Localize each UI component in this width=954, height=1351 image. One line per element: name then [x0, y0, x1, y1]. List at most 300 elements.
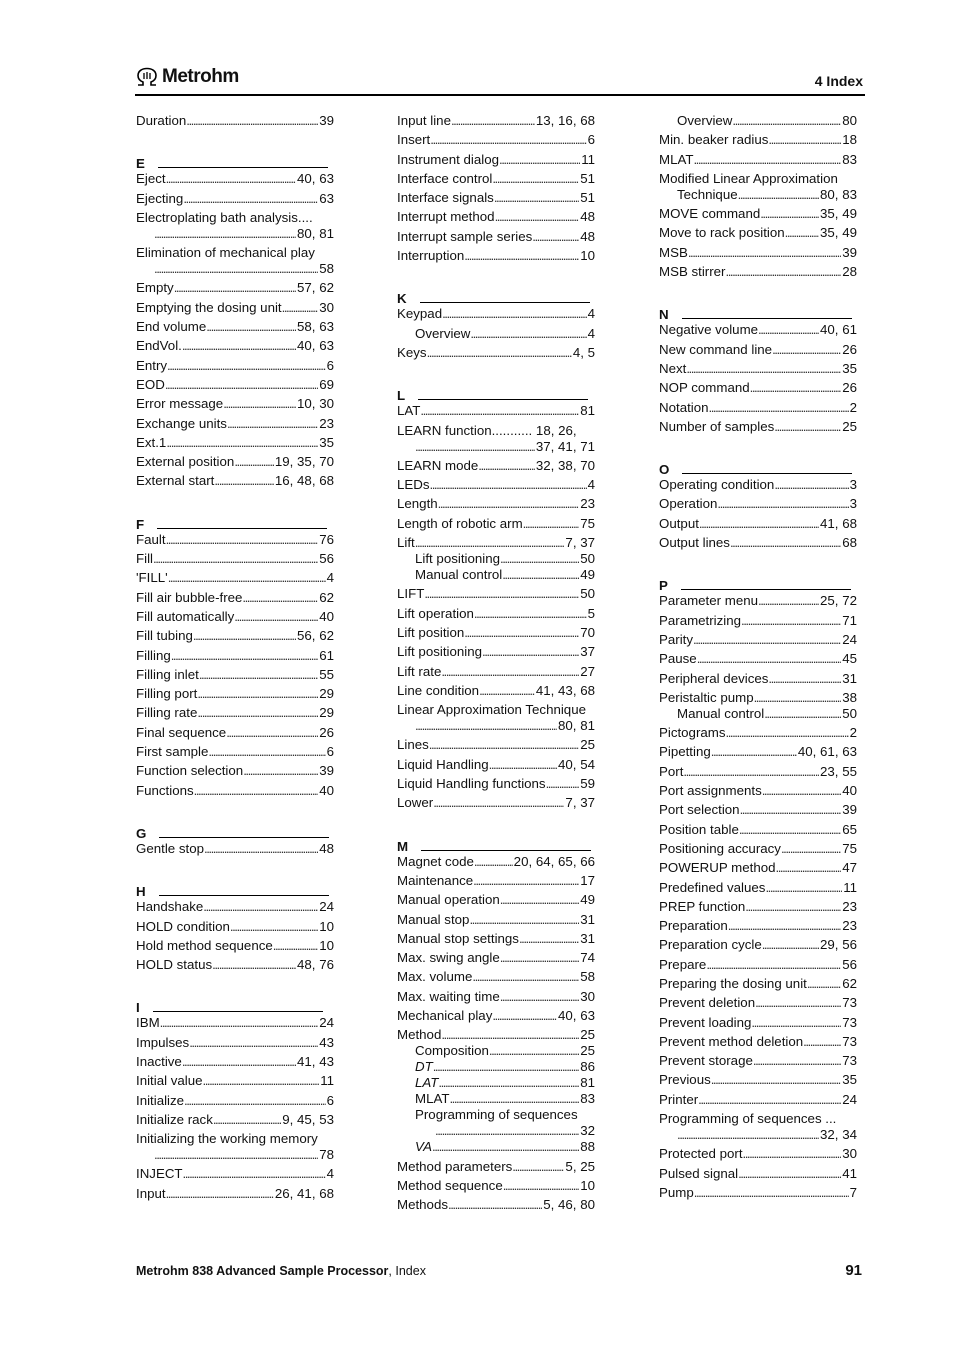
index-entry [659, 152, 857, 171]
leader-dots [717, 496, 848, 511]
index-subentry [397, 1043, 595, 1059]
page-refs: 5 [587, 605, 595, 621]
leader-dots [168, 570, 326, 585]
index-entry [136, 1015, 334, 1034]
page-refs: 10 [580, 248, 595, 264]
leader-dots [204, 841, 318, 856]
entry-label: Programming of sequences ... [659, 1111, 837, 1127]
entry-label: Pulsed signal [659, 1165, 739, 1181]
leader-dots [751, 1015, 841, 1030]
entry-label: EOD [136, 376, 165, 392]
leader-dots [740, 802, 842, 817]
page-refs: 65 [842, 821, 857, 837]
page-refs: 48 [319, 840, 334, 856]
page-refs: 39 [842, 802, 857, 818]
leader-dots [203, 1073, 320, 1088]
index-entry [659, 880, 857, 899]
entry-label: External position [136, 454, 235, 470]
entry-label: Filling inlet [136, 666, 199, 682]
leader-dots [438, 496, 580, 511]
entry-label: Output [659, 515, 699, 531]
index-entry [136, 319, 334, 338]
leader-dots [494, 190, 579, 205]
page-refs: 40, 54 [558, 756, 595, 772]
index-column-3 [659, 113, 857, 1204]
entry-label: Port selection [659, 802, 740, 818]
leader-dots [223, 396, 296, 411]
chapter-title: 4 Index [814, 73, 863, 89]
page-refs: 56, 62 [297, 628, 334, 644]
index-entry [659, 1034, 857, 1053]
entry-label: Prevent loading [659, 1014, 752, 1030]
leader-dots [243, 763, 318, 778]
entry-label: Initialize [136, 1092, 185, 1108]
leader-dots [234, 609, 318, 624]
entry-label: Input line [397, 113, 451, 128]
leader-dots [758, 593, 819, 608]
entry-label: Position table [659, 821, 739, 837]
entry-label: Lower [397, 795, 434, 811]
leader-dots [762, 783, 841, 798]
heading-rule [158, 167, 328, 168]
leader-dots [489, 1043, 579, 1058]
entry-label: Port assignments [659, 783, 762, 799]
leader-dots [182, 1054, 296, 1069]
leader-dots [208, 744, 325, 759]
leader-dots [186, 113, 318, 128]
page-refs: 26, 41, 68 [274, 1185, 334, 1201]
page-refs: 51 [580, 170, 595, 186]
page-refs: 10 [319, 937, 334, 953]
index-entry [136, 744, 334, 763]
index-entry [397, 931, 595, 950]
leader-dots [432, 1139, 579, 1154]
index-entry [659, 995, 857, 1014]
index-entry [397, 1008, 595, 1027]
page-refs: 73 [842, 1014, 857, 1030]
page-refs: 76 [319, 531, 334, 547]
leader-dots [242, 590, 318, 605]
index-entry [397, 950, 595, 969]
page-refs: 41 [842, 1165, 857, 1181]
index-entry [136, 938, 334, 957]
entry-label: Prevent method deletion [659, 1033, 804, 1049]
leader-dots [449, 1091, 579, 1106]
page-refs: 51 [580, 190, 595, 206]
page-refs: 10, 30 [297, 396, 334, 412]
index-entry [397, 737, 595, 756]
entry-label: Prevent deletion [659, 995, 756, 1011]
page-refs: 37, 41, 71 [535, 438, 595, 454]
page-refs: 62 [842, 975, 857, 991]
entry-label: Manual stop [397, 911, 470, 927]
page-refs: 50 [580, 586, 595, 602]
leader-dots [154, 226, 296, 242]
entry-label: Final sequence [136, 724, 227, 740]
entry-label: Ejecting [136, 190, 184, 206]
leader-dots [677, 1127, 819, 1143]
leader-dots [803, 1034, 841, 1049]
index-entry [659, 937, 857, 956]
entry-label: MSB [659, 244, 688, 260]
page-refs: 23 [319, 415, 334, 431]
entry-continuation [659, 187, 857, 206]
entry-label: Pipetting [659, 744, 711, 760]
heading-rule [681, 589, 851, 590]
leader-dots [182, 338, 296, 353]
leader-dots [197, 705, 318, 720]
index-entry [659, 477, 857, 496]
index-entry [136, 300, 334, 319]
index-entry [136, 957, 334, 976]
leader-dots [711, 1072, 841, 1087]
index-entry [397, 1197, 595, 1216]
page-refs: 57, 62 [297, 280, 334, 296]
page-refs: 48 [580, 209, 595, 225]
page-refs: 24 [319, 1015, 334, 1031]
index-letter-heading [397, 384, 595, 403]
page-refs: 35, 49 [820, 225, 857, 241]
index-subentry [397, 326, 595, 345]
index-entry [397, 989, 595, 1008]
page-refs: 7 [849, 1184, 857, 1200]
leader-dots [194, 783, 319, 798]
footer-section: , Index [388, 1264, 426, 1278]
index-entry [136, 667, 334, 686]
entry-label: Next [659, 360, 687, 376]
leader-dots [197, 686, 318, 701]
index-entry [397, 209, 595, 228]
leader-dots [755, 995, 841, 1010]
entry-label: Preparation cycle [659, 937, 762, 953]
leader-dots [693, 632, 841, 647]
index-entry [659, 690, 857, 706]
leader-dots [472, 969, 579, 984]
index-entry [136, 763, 334, 782]
index-entry [136, 590, 334, 609]
leader-dots [160, 1015, 319, 1030]
index-entry [136, 1073, 334, 1092]
page-refs: 31 [580, 930, 595, 946]
leader-dots [415, 535, 565, 550]
leader-dots [686, 361, 841, 376]
page-refs: 3 [849, 477, 857, 493]
leader-dots [213, 1112, 281, 1127]
page-refs: 24 [319, 899, 334, 915]
page-refs: 40, 61 [820, 322, 857, 338]
leader-dots [532, 229, 579, 244]
page-refs: 25, 72 [820, 593, 857, 609]
entry-label: Min. beaker radius [659, 132, 769, 148]
entry-label: Interrupt method [397, 209, 495, 225]
entry-label: Length of robotic arm [397, 515, 523, 531]
page-refs: 29 [319, 686, 334, 702]
page-refs: 37 [580, 644, 595, 660]
page-refs: 7, 37 [565, 535, 595, 551]
index-entry [659, 744, 857, 763]
entry-label: HOLD status [136, 957, 213, 973]
entry-continuation [136, 1147, 334, 1166]
page-refs: 10 [319, 918, 334, 934]
page-refs: 83 [580, 1091, 595, 1107]
leader-dots [189, 1035, 318, 1050]
leader-dots [166, 171, 296, 186]
page-refs: 35 [842, 1072, 857, 1088]
index-entry [136, 1166, 334, 1185]
leader-dots [519, 931, 579, 946]
page-refs: 23 [842, 918, 857, 934]
leader-dots [441, 1027, 579, 1042]
section-gap [136, 493, 334, 513]
index-entry [397, 1159, 595, 1178]
index-entry [659, 593, 857, 612]
page-refs: 69 [319, 376, 334, 392]
leader-dots [427, 345, 572, 360]
page-refs: 25 [580, 1043, 595, 1059]
page-refs: 29, 56 [820, 937, 857, 953]
entry-label: Impulses [136, 1034, 190, 1050]
page-refs: 7, 37 [565, 795, 595, 811]
index-entry [397, 854, 595, 873]
page-refs: 43 [319, 1034, 334, 1050]
index-entry [136, 416, 334, 435]
leader-dots [492, 1008, 557, 1023]
entry-label: LAT [397, 403, 421, 419]
page-refs: 30 [580, 988, 595, 1004]
entry-continuation [397, 439, 595, 458]
entry-label: Entry [136, 357, 168, 373]
page-refs: 80, 81 [297, 225, 334, 241]
entry-label: Notation [659, 399, 709, 415]
entry-label: Composition [415, 1043, 489, 1059]
index-entry [397, 132, 595, 151]
heading-rule [421, 850, 591, 851]
page-refs: 2 [849, 399, 857, 415]
entry-label: Prevent storage [659, 1053, 753, 1069]
page-refs: 6 [587, 132, 595, 148]
page-refs: 55 [319, 666, 334, 682]
entry-label: Lift positioning [415, 551, 501, 567]
leader-dots [500, 892, 579, 907]
entry-label: 'FILL' [136, 570, 168, 586]
entry-label: Magnet code [397, 853, 474, 869]
page-refs: 5, 46, 80 [543, 1197, 595, 1213]
page-refs: 75 [842, 840, 857, 856]
index-letter-heading [397, 287, 595, 306]
entry-label: Duration [136, 113, 187, 128]
index-entry [136, 454, 334, 473]
entry-label: Output lines [659, 535, 730, 551]
leader-dots [764, 706, 841, 721]
leader-dots [448, 1197, 542, 1212]
index-entry [659, 802, 857, 821]
page-refs: 5, 25 [565, 1158, 595, 1174]
index-entry [136, 899, 334, 918]
leader-dots [441, 664, 579, 679]
entry-label: Elimination of mechanical play [136, 245, 315, 261]
index-entry [397, 496, 595, 515]
page-refs: 49 [580, 567, 595, 583]
index-entry [397, 606, 595, 625]
page-footer [136, 1264, 426, 1278]
page-header [135, 64, 865, 96]
entry-continuation [397, 1123, 595, 1139]
page-refs: 20, 64, 65, 66 [513, 853, 595, 869]
page-refs: 50 [580, 551, 595, 567]
entry-label: Eject [136, 171, 166, 187]
leader-dots [697, 651, 842, 666]
entry-label: Preparing the dosing unit [659, 975, 807, 991]
page-refs: 83 [842, 151, 857, 167]
entry-label: DT [415, 1059, 433, 1075]
leader-dots [726, 725, 849, 740]
leader-dots [420, 403, 579, 418]
entry-label: Insert [397, 132, 431, 148]
leader-dots [781, 841, 841, 856]
index-entry [136, 551, 334, 570]
entry-label: Modified Linear Approximation [659, 170, 838, 186]
entry-label: HOLD condition [136, 918, 230, 934]
index-entry [659, 783, 857, 802]
entry-label: Manual control [415, 567, 503, 583]
page-refs: 23 [842, 898, 857, 914]
index-letter-heading [136, 880, 334, 899]
index-entry [659, 400, 857, 419]
index-entry [659, 342, 857, 361]
page-refs: 2 [849, 725, 857, 741]
index-subentry [659, 706, 857, 725]
page-refs: 62 [319, 589, 334, 605]
page-refs: 35, 49 [820, 206, 857, 222]
leader-dots [758, 322, 819, 337]
index-entry [659, 1053, 857, 1072]
entry-label: Methods [397, 1197, 448, 1213]
leader-dots [765, 880, 842, 895]
index-entry [659, 322, 857, 341]
leader-dots [166, 532, 319, 547]
index-entry [659, 1146, 857, 1165]
leader-dots [174, 280, 296, 295]
page-refs: 32, 34 [820, 1127, 857, 1143]
index-entry [659, 1166, 857, 1185]
entry-label: First sample [136, 744, 209, 760]
index-entry [659, 899, 857, 918]
page-refs: 4 [587, 325, 595, 341]
entry-label: Liquid Handling functions [397, 776, 546, 792]
page-refs: 16, 48, 68 [274, 473, 334, 489]
leader-dots [711, 744, 797, 759]
heading-rule [682, 473, 852, 474]
index-entry [659, 841, 857, 860]
index-entry [659, 245, 857, 264]
leader-dots [754, 690, 842, 705]
entry-label: Interrupt sample series [397, 228, 533, 244]
page-refs: 88 [580, 1139, 595, 1155]
entry-label: Maintenance [397, 872, 474, 888]
entry-label: Lift [397, 535, 415, 551]
index-entry [136, 473, 334, 492]
index-entry [397, 152, 595, 171]
leader-dots [415, 718, 557, 734]
page-refs: 80, 81 [558, 718, 595, 734]
index-entry [397, 644, 595, 663]
page-refs: 49 [580, 892, 595, 908]
leader-dots [753, 1053, 841, 1068]
section-gap [136, 132, 334, 152]
heading-rule [157, 528, 327, 529]
index-entry [659, 535, 857, 554]
section-gap [397, 815, 595, 835]
entry-label: MSB stirrer [659, 264, 726, 280]
entry-label: Manual operation [397, 892, 500, 908]
page-refs: 26 [842, 380, 857, 396]
entry-label: Peripheral devices [659, 670, 769, 686]
entry-continuation [659, 1127, 857, 1146]
letter-label: G [136, 825, 147, 841]
leader-dots [438, 1075, 579, 1090]
leader-dots [464, 248, 579, 263]
leader-dots [523, 516, 580, 531]
index-entry [397, 702, 595, 737]
page-refs: 75 [580, 515, 595, 531]
page-refs: 4, 5 [572, 344, 595, 360]
entry-label: Empty [136, 280, 174, 296]
page-refs: 31 [580, 911, 595, 927]
leader-dots [226, 725, 318, 740]
leader-dots [760, 206, 819, 221]
leader-dots [489, 757, 557, 772]
index-entry [397, 1178, 595, 1197]
page-refs: 41, 43, 68 [535, 682, 595, 698]
entry-label: Lift operation [397, 605, 474, 621]
page-refs: 41, 68 [820, 515, 857, 531]
page-refs: 68 [842, 535, 857, 551]
index-entry [136, 191, 334, 210]
page-refs: 80 [842, 113, 857, 128]
index-subentry [397, 1091, 595, 1107]
leader-dots [739, 822, 841, 837]
leader-dots [430, 477, 587, 492]
index-entry [397, 873, 595, 892]
page-refs: 25 [580, 737, 595, 753]
leader-dots [478, 458, 535, 473]
entry-continuation [397, 718, 595, 737]
index-entry [659, 671, 857, 690]
index-entry [397, 586, 595, 605]
entry-label: MOVE command [659, 206, 761, 222]
entry-label: Protected port [659, 1146, 743, 1162]
page-refs: 24 [842, 1091, 857, 1107]
index-entry [659, 1092, 857, 1111]
page-refs: 38 [842, 689, 857, 705]
page-refs: 40, 63 [297, 338, 334, 354]
leader-dots [282, 300, 319, 315]
leader-dots [732, 113, 841, 128]
page-refs: 11 [843, 879, 857, 895]
index-letter-heading [136, 152, 334, 171]
entry-label: Pump [659, 1184, 694, 1200]
entry-label: Operation [659, 496, 718, 512]
letter-label: I [136, 1000, 140, 1016]
entry-label: Hold method sequence [136, 937, 273, 953]
page-refs: 26 [842, 341, 857, 357]
entry-label: Keypad [397, 306, 443, 322]
leader-dots [227, 416, 318, 431]
leader-dots [479, 683, 535, 698]
leader-dots [154, 261, 318, 277]
leader-dots [433, 1059, 579, 1074]
leader-dots [199, 667, 318, 682]
